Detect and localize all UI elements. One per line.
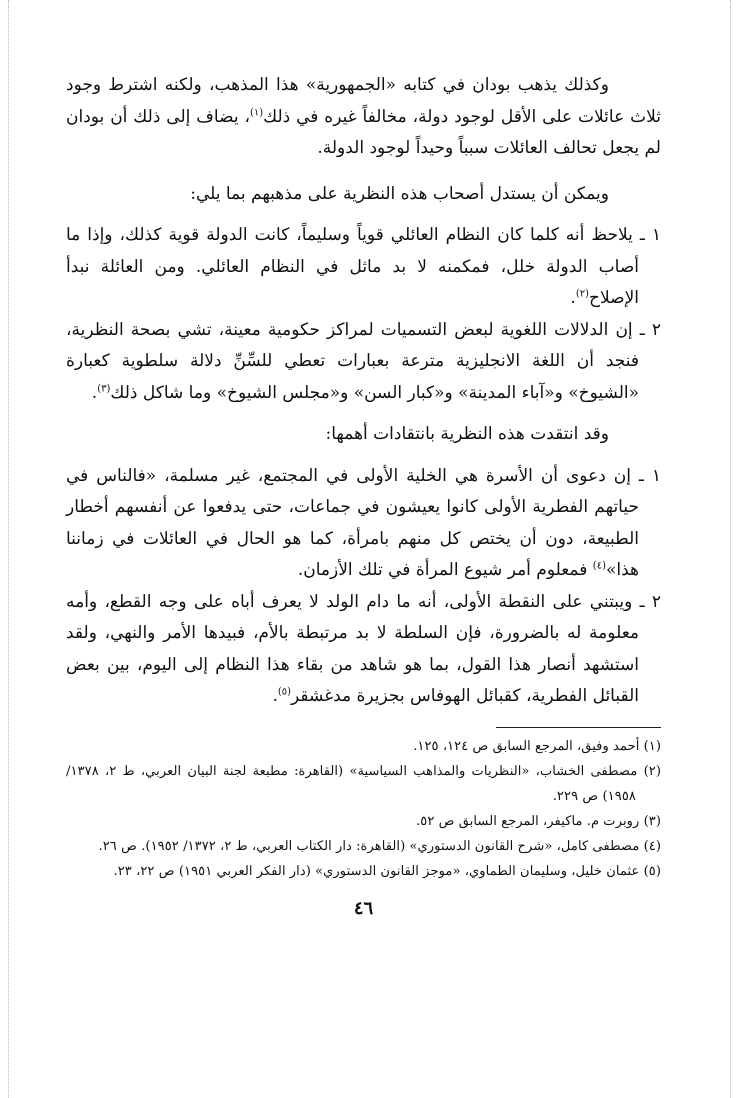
criticism-item-2: ٢ ـ ويبتني على النقطة الأولى، أنه ما دام الولد لا يعرف أباه على وجه القطع، وأمه معلومة له بالضرورة، فإن السلطة لا بد مرتبطة بالأم، فبيدها الأمر والنهي، ولقد استشهد أنصار هذا القول، بما هو شاهد من بقاء هذا النظام إلى اليوم، بين بعض القبائل الفطرية، كقبائل الهوفاس بجزيرة مدغشقر$^{(٥)}$.: [66, 591, 661, 706]
argument-item-1: ١ ـ يلاحظ أنه كلما كان النظام العائلي قوياً وسليماً، كانت الدولة قوية كذلك، وإذا ما أصاب الدولة خلل، فمكمنه لا بد ماثل في النظام العائلي. ومن العائلة نبدأ الإصلاح$^{(٢)}$.: [66, 225, 661, 308]
footnote-4: (٤) مصطفى كامل، «شرح القانون الدستوري» (القاهرة: دار الكتاب العربي، ط ٢، ١٣٧٢/ ١٩٥٢). ص ٢٦.: [98, 838, 661, 854]
footnote-divider: [496, 727, 661, 728]
footnote-ref-3[interactable]: (٣): [97, 382, 111, 394]
page-edge-right: [730, 0, 731, 1098]
paragraph-criticism-intro: وقد انتقدت هذه النظرية بانتقادات أهمها:: [325, 424, 609, 444]
criticism-item-1: ١ ـ إن دعوى أن الأسرة هي الخلية الأولى في المجتمع، غير مسلمة، «فالناس في حياتهم الفطرية الأولى كانوا يعيشون في جماعات، حتى يدفعوا عن أنفسهم أخطار الطبيعة، دون أن يختص كل منهم بامرأة، كما هو الحال في العائلات في زماننا هذا»$^{(٤)}$ فمعلوم أمر شيوع المرأة في تلك الأزمان.: [66, 465, 661, 580]
argument-item-2: ٢ ـ إن الدلالات اللغوية لبعض التسميات لمراكز حكومية معينة، تشي بصحة النظرية، فنجد أن اللغة الانجليزية مترعة بعبارات تعطي للسِّنِّ دلالة سلطوية كعبارة «الشيوخ» و«آباء المدينة» و«كبار السن» و«مجلس الشيوخ» وما شاكل ذلك$^{(٣)}$.: [66, 319, 661, 403]
footnote-ref-2[interactable]: (٢): [575, 288, 590, 300]
page-edge-left: [8, 0, 9, 1098]
footnote-3: (٣) روبرت م. ماكيفر، المرجع السابق ص ٥٢.: [416, 813, 661, 829]
footnote-ref-5[interactable]: (٥): [277, 686, 292, 698]
book-page: [66, 70, 661, 919]
footnote-ref-1[interactable]: (١): [249, 106, 264, 118]
footnote-2: (٢) مصطفى الخشاب، «النظريات والمذاهب السياسية» (القاهرة: مطبعة لجنة البيان العربي، ط ٢، ١٣٧٨/ ١٩٥٨) ص ٢٢٩.: [66, 763, 662, 804]
footnotes: [66, 734, 661, 884]
paragraph-bodin: وكذلك يذهب بودان في كتابه «الجمهورية» هذا المذهب، ولكنه اشترط وجود ثلاث عائلات على الأقل لوجود دولة، مخالفاً غيره في ذلك$^{(١)}$، يضاف إلى ذلك أن بودان لم يجعل تحالف العائلات سبباً وحيداً لوجود الدولة.: [66, 75, 661, 158]
footnote-ref-4[interactable]: (٤): [592, 560, 606, 572]
paragraph-arguments-intro: ويمكن أن يستدل أصحاب هذه النظرية على مذهبهم بما يلي:: [190, 183, 609, 204]
footnote-1: (١) أحمد وفيق، المرجع السابق ص ١٢٤، ١٢٥.: [413, 738, 661, 754]
page-number: ٤٦: [353, 897, 374, 919]
footnote-5: (٥) عثمان خليل، وسليمان الطماوي، «موجز القانون الدستوري» (دار الفكر العربي ١٩٥١) ص ٢٢، ٢٣.: [113, 863, 661, 879]
